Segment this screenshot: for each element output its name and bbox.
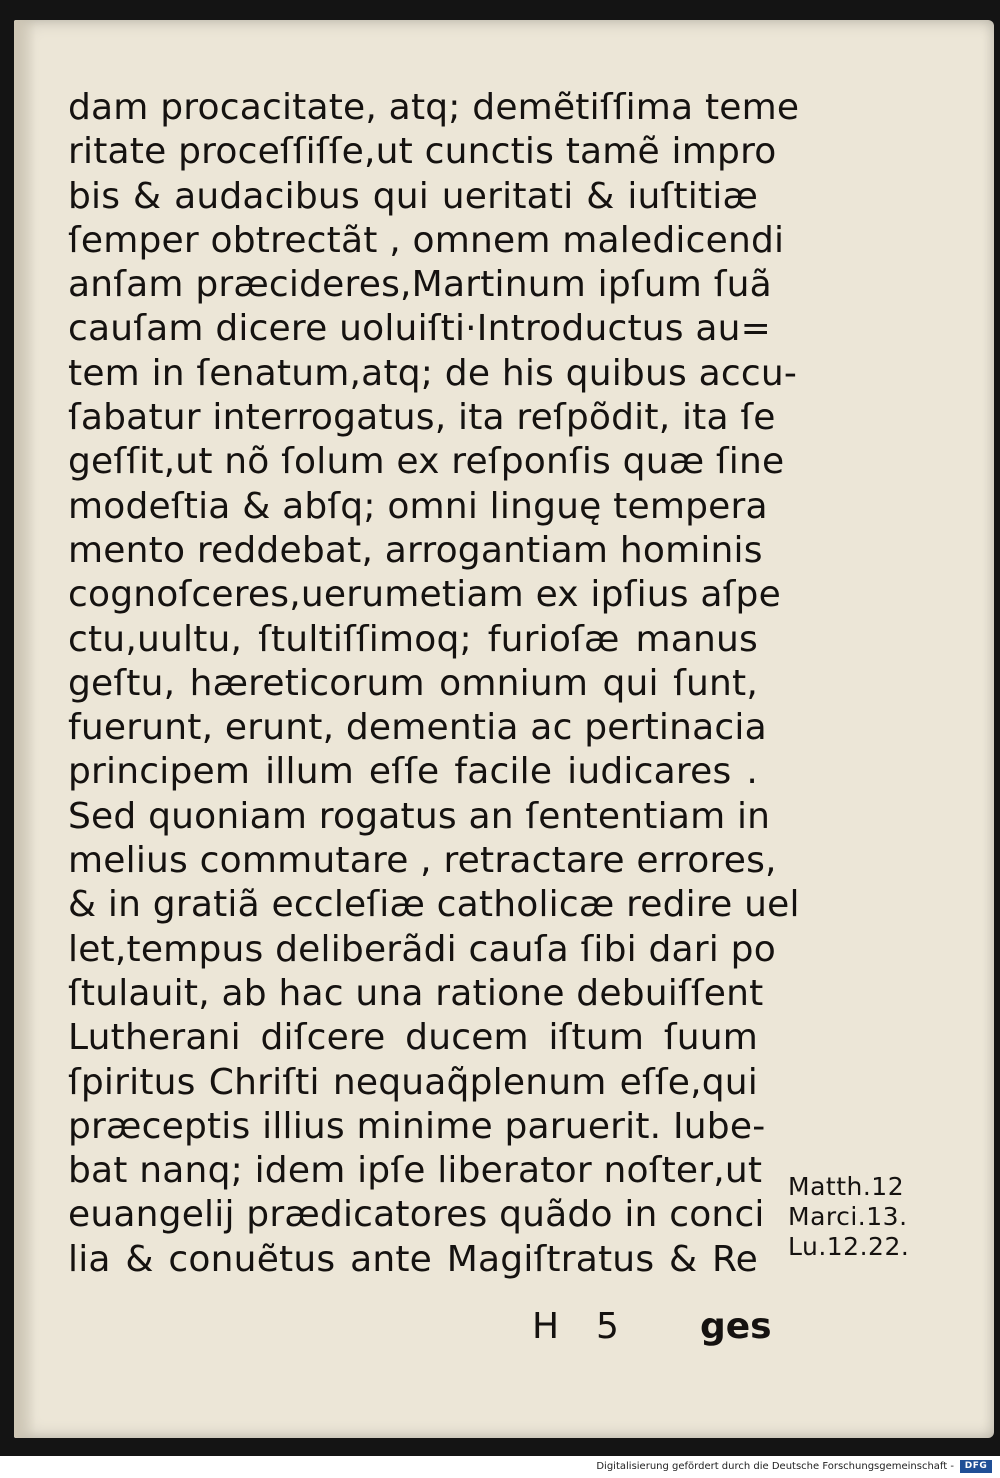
signature-number: 5 xyxy=(596,1306,619,1347)
text-line: ſpiritus Chriſti nequaq̃plenum eſſe,qui xyxy=(68,1061,758,1103)
text-line: ſtulauit, ab hac una ratione debuiſſent xyxy=(68,972,764,1014)
text-line: fuerunt, erunt, dementia ac pertinacia xyxy=(68,707,767,749)
text-line: ctu,uultu, ſtultiſſimoq; furioſæ manus xyxy=(68,618,758,660)
text-line: ſabatur interrogatus, ita reſpõdit, ita ſe xyxy=(68,397,776,439)
catchword: ges xyxy=(700,1306,772,1347)
text-line: mento reddebat, arrogantiam hominis xyxy=(68,529,763,571)
text-line: anſam præcideres,Martinum ipſum ſuã xyxy=(68,264,772,306)
marginal-note: Marci.13. xyxy=(788,1202,908,1231)
marginal-notes xyxy=(788,1172,909,1262)
text-line: præceptis illius minime paruerit. Iube- xyxy=(68,1105,766,1147)
text-line: geſtu, hæreticorum omnium qui ſunt, xyxy=(68,662,758,704)
text-line: & in gratiã eccleſiæ catholicæ redire uel xyxy=(68,884,800,926)
text-line: Lutherani diſcere ducem iſtum ſuum xyxy=(68,1017,758,1059)
text-line: melius commutare , retractare errores, xyxy=(68,840,777,882)
text-line: modeſtia & abſq; omni linguę tempera xyxy=(68,485,768,527)
text-line: bis & audacibus qui ueritati & iuſtitiæ xyxy=(68,175,758,217)
text-line: Sed quoniam rogatus an ſententiam in xyxy=(68,795,771,837)
dfg-logo-icon: DFG xyxy=(960,1460,992,1473)
text-line: ritate proceſſiſſe,ut cunctis tamẽ impro xyxy=(68,131,777,173)
marginal-note: Matth.12 xyxy=(788,1172,905,1201)
page-gutter-shadow xyxy=(14,20,36,1438)
text-line: cognoſceres,uerumetiam ex ipſius aſpe xyxy=(68,574,781,616)
text-line: bat nanq; idem ipſe liberator noſter,ut xyxy=(68,1150,763,1192)
text-line: let,tempus deliberãdi cauſa ſibi dari po xyxy=(68,928,776,970)
text-line: tem in ſenatum,atq; de his quibus accu- xyxy=(68,352,798,394)
text-line: principem illum eſſe facile iudicares . xyxy=(68,751,758,793)
text-line: lia & conuẽtus ante Magiſtratus & Re xyxy=(68,1238,758,1280)
text-line: euangelij prædicatores quãdo in conci xyxy=(68,1194,765,1236)
text-line: dam procacitate, atq; demẽtiſſima teme xyxy=(68,87,800,128)
signature-mark: H xyxy=(532,1306,560,1347)
marginal-note: Lu.12.22. xyxy=(788,1232,910,1261)
footer-bar xyxy=(0,1456,1000,1478)
text-line: cauſam dicere uoluiſti·Introductus au= xyxy=(68,308,772,350)
main-text-block xyxy=(68,86,800,1282)
text-line: geſſit,ut nõ ſolum ex reſponſis quæ ſine xyxy=(68,441,785,483)
text-line: ſemper obtrectãt , omnem maledicendi xyxy=(68,219,785,261)
funding-credit: Digitalisierung gefördert durch die Deutsche Forschungsgemeinschaft - xyxy=(596,1461,954,1472)
